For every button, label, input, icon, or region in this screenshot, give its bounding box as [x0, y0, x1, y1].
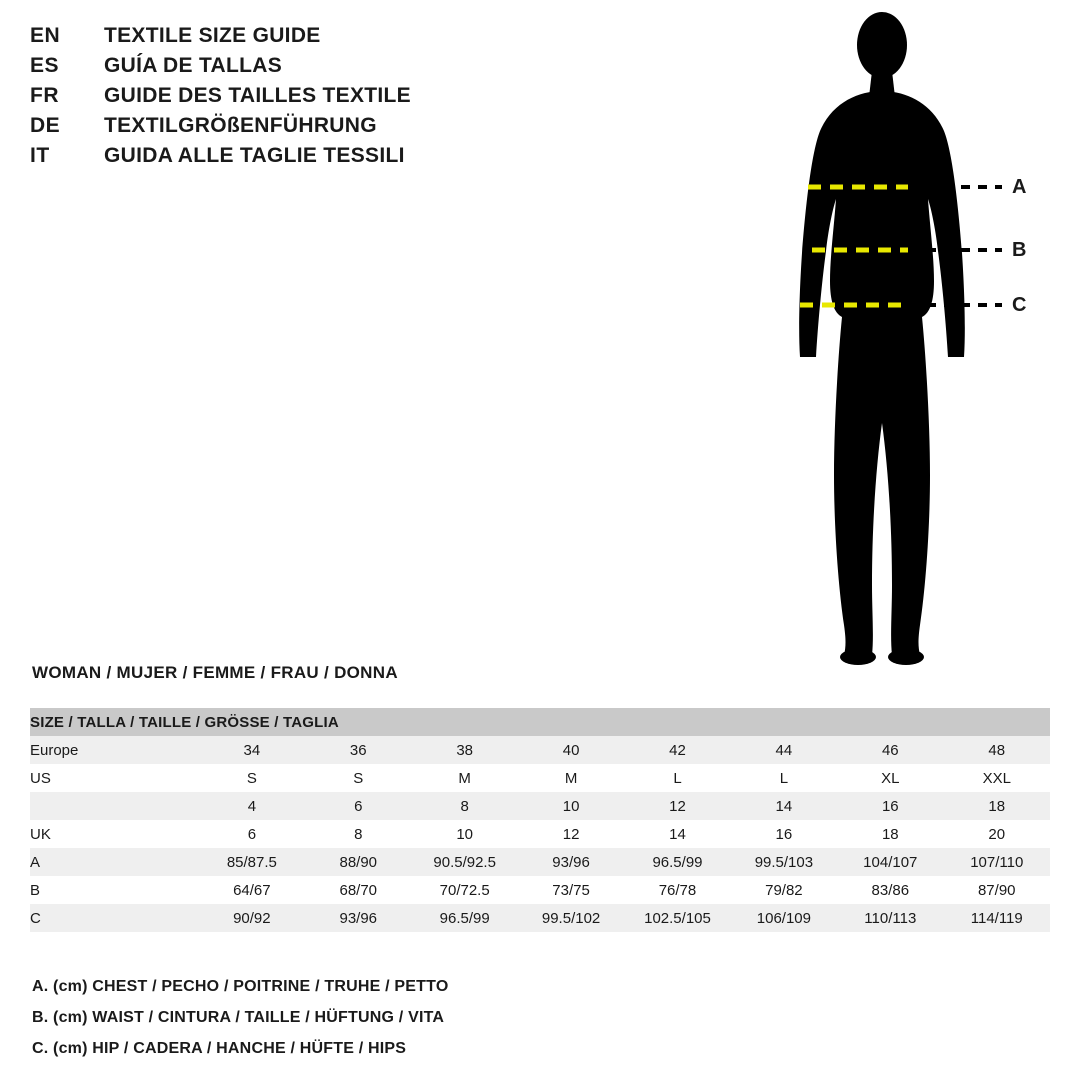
- size-table: [30, 708, 1050, 932]
- cell-a-5: 99.5/103: [731, 848, 837, 876]
- measurement-figure: [760, 5, 1060, 675]
- cell-c-4: 102.5/105: [624, 904, 730, 932]
- woman-silhouette-icon: [760, 5, 1060, 675]
- row-label-c: C: [30, 904, 199, 932]
- title-text-en: TEXTILE SIZE GUIDE: [104, 24, 321, 47]
- row-label-a: A: [30, 848, 199, 876]
- cell-b-2: 70/72.5: [411, 876, 517, 904]
- cell-europe-6: 46: [837, 736, 943, 764]
- table-row: [30, 848, 1050, 876]
- table-row: [30, 820, 1050, 848]
- cell-uk-5: 16: [731, 820, 837, 848]
- table-row: [30, 904, 1050, 932]
- cell-usnum-7: 18: [944, 792, 1051, 820]
- cell-europe-7: 48: [944, 736, 1051, 764]
- cell-c-2: 96.5/99: [411, 904, 517, 932]
- cell-us-7: XXL: [944, 764, 1051, 792]
- cell-c-0: 90/92: [199, 904, 305, 932]
- cell-a-2: 90.5/92.5: [411, 848, 517, 876]
- cell-us-3: M: [518, 764, 624, 792]
- cell-a-4: 96.5/99: [624, 848, 730, 876]
- cell-a-3: 93/96: [518, 848, 624, 876]
- title-row-de: [30, 114, 670, 142]
- table-row: [30, 764, 1050, 792]
- language-code-fr: FR: [30, 84, 59, 107]
- cell-uk-7: 20: [944, 820, 1051, 848]
- title-row-it: [30, 144, 670, 172]
- cell-usnum-5: 14: [731, 792, 837, 820]
- cell-europe-2: 38: [411, 736, 517, 764]
- cell-us-4: L: [624, 764, 730, 792]
- row-label-uk: UK: [30, 820, 199, 848]
- language-code-es: ES: [30, 54, 60, 77]
- cell-uk-1: 8: [305, 820, 411, 848]
- cell-uk-2: 10: [411, 820, 517, 848]
- title-text-fr: GUIDE DES TAILLES TEXTILE: [104, 84, 411, 107]
- cell-b-5: 79/82: [731, 876, 837, 904]
- cell-uk-3: 12: [518, 820, 624, 848]
- cell-europe-5: 44: [731, 736, 837, 764]
- cell-a-7: 107/110: [944, 848, 1051, 876]
- title-row-fr: [30, 84, 670, 112]
- title-block: [30, 24, 670, 174]
- cell-usnum-1: 6: [305, 792, 411, 820]
- cell-europe-3: 40: [518, 736, 624, 764]
- cell-usnum-4: 12: [624, 792, 730, 820]
- cell-b-0: 64/67: [199, 876, 305, 904]
- table-row: [30, 792, 1050, 820]
- row-label-us-numeric: [30, 792, 199, 820]
- cell-us-1: S: [305, 764, 411, 792]
- cell-c-7: 114/119: [944, 904, 1051, 932]
- cell-b-7: 87/90: [944, 876, 1051, 904]
- cell-europe-0: 34: [199, 736, 305, 764]
- language-code-de: DE: [30, 114, 61, 137]
- cell-usnum-2: 8: [411, 792, 517, 820]
- cell-usnum-6: 16: [837, 792, 943, 820]
- title-text-de: TEXTILGRÖßENFÜHRUNG: [104, 114, 377, 137]
- language-code-en: EN: [30, 24, 61, 47]
- footnote-a: A. (cm) CHEST / PECHO / POITRINE / TRUHE / PETTO: [32, 978, 449, 995]
- row-label-b: B: [30, 876, 199, 904]
- footnote-c: C. (cm) HIP / CADERA / HANCHE / HÜFTE / HIPS: [32, 1040, 407, 1057]
- cell-us-0: S: [199, 764, 305, 792]
- cell-b-3: 73/75: [518, 876, 624, 904]
- title-row-es: [30, 54, 670, 82]
- table-row: [30, 876, 1050, 904]
- cell-a-0: 85/87.5: [199, 848, 305, 876]
- table-header-title: SIZE / TALLA / TAILLE / GRÖSSE / TAGLIA: [30, 708, 1050, 736]
- language-code-it: IT: [30, 144, 50, 167]
- measure-label-c: C: [1012, 294, 1027, 316]
- cell-b-4: 76/78: [624, 876, 730, 904]
- cell-a-1: 88/90: [305, 848, 411, 876]
- footnotes: [32, 978, 732, 1071]
- cell-usnum-3: 10: [518, 792, 624, 820]
- cell-c-6: 110/113: [837, 904, 943, 932]
- section-label-woman: WOMAN / MUJER / FEMME / FRAU / DONNA: [32, 663, 398, 682]
- row-label-europe: Europe: [30, 736, 199, 764]
- cell-b-1: 68/70: [305, 876, 411, 904]
- title-text-it: GUIDA ALLE TAGLIE TESSILI: [104, 144, 405, 167]
- cell-uk-6: 18: [837, 820, 943, 848]
- cell-a-6: 104/107: [837, 848, 943, 876]
- cell-c-5: 106/109: [731, 904, 837, 932]
- measure-label-a: A: [1012, 176, 1027, 198]
- cell-europe-4: 42: [624, 736, 730, 764]
- row-label-us: US: [30, 764, 199, 792]
- cell-b-6: 83/86: [837, 876, 943, 904]
- table-row: [30, 736, 1050, 764]
- cell-c-1: 93/96: [305, 904, 411, 932]
- cell-c-3: 99.5/102: [518, 904, 624, 932]
- cell-uk-4: 14: [624, 820, 730, 848]
- cell-us-2: M: [411, 764, 517, 792]
- footnote-b: B. (cm) WAIST / CINTURA / TAILLE / HÜFTUNG / VITA: [32, 1009, 445, 1026]
- cell-uk-0: 6: [199, 820, 305, 848]
- cell-europe-1: 36: [305, 736, 411, 764]
- table-header-row: [30, 708, 1050, 736]
- cell-us-6: XL: [837, 764, 943, 792]
- cell-usnum-0: 4: [199, 792, 305, 820]
- title-text-es: GUÍA DE TALLAS: [104, 54, 283, 77]
- cell-us-5: L: [731, 764, 837, 792]
- measure-label-b: B: [1012, 239, 1027, 261]
- title-row-en: [30, 24, 670, 52]
